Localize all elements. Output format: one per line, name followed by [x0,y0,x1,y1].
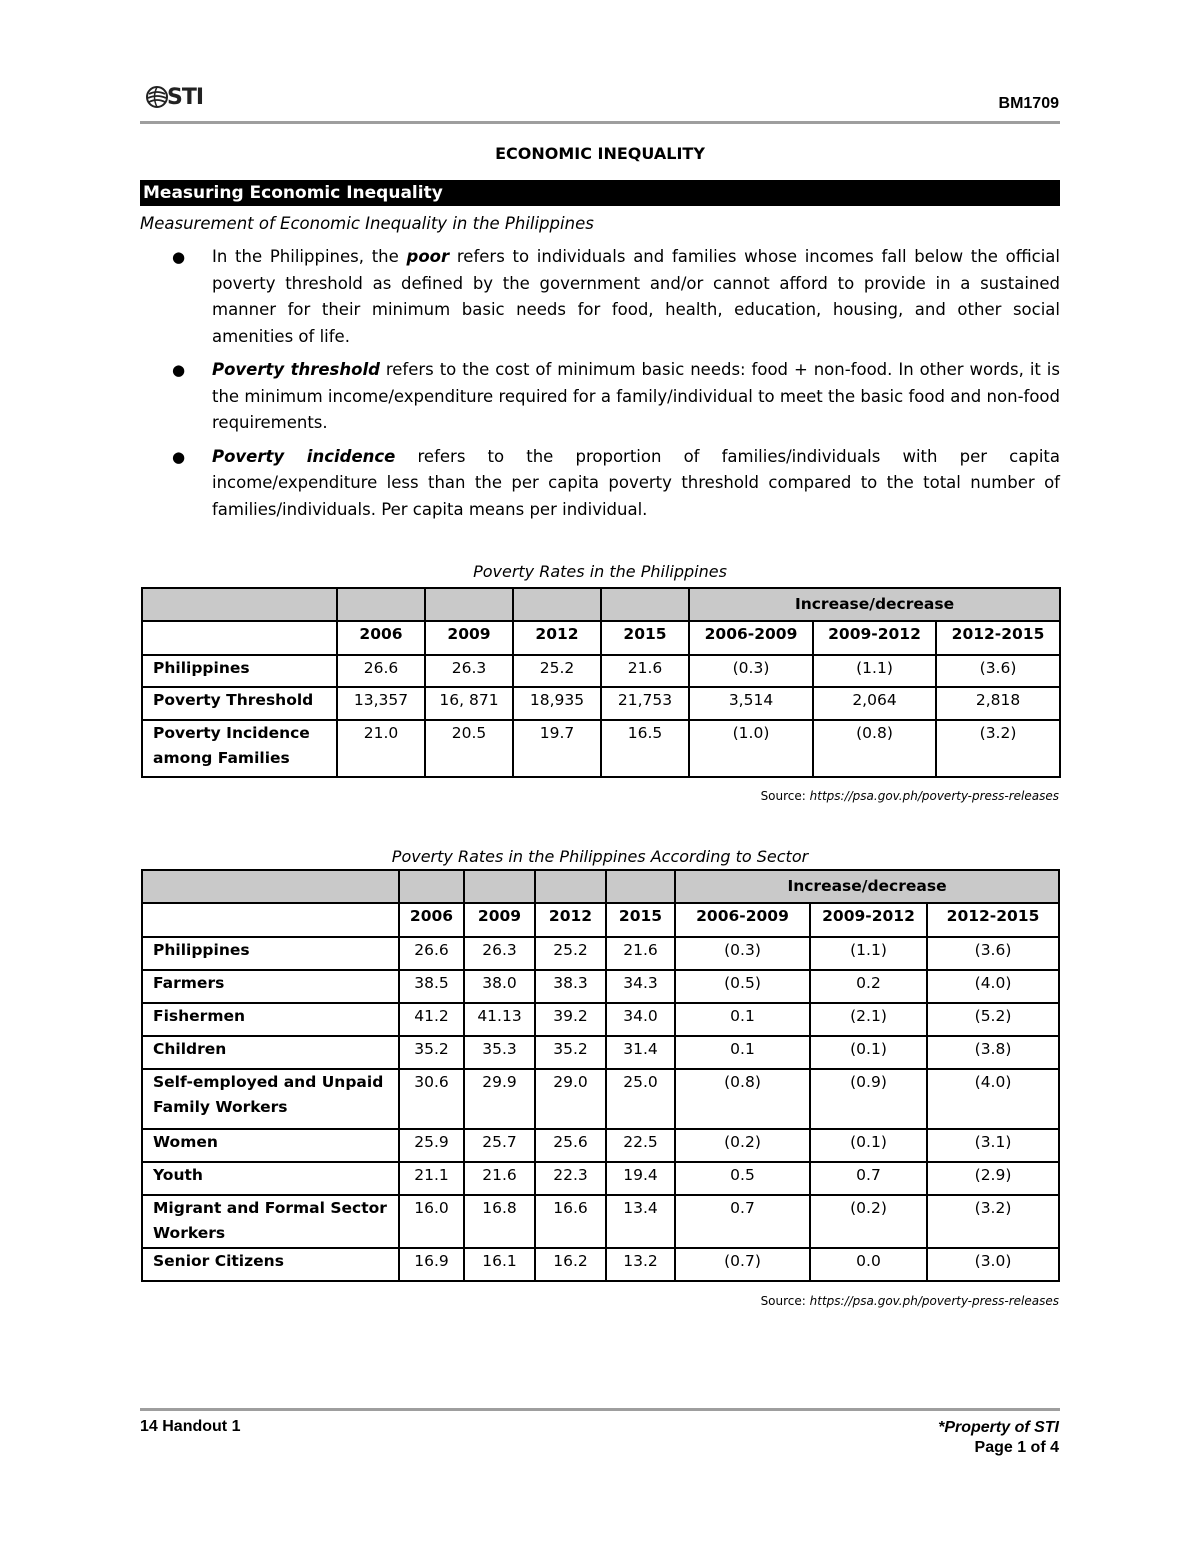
row-label: Children [142,1036,399,1069]
table-cell: 0.1 [675,1003,810,1036]
table-cell: 26.6 [399,937,464,970]
table-cell: 16.6 [535,1195,606,1248]
table-cell: (2.1) [810,1003,927,1036]
table-cell: 2,818 [936,687,1060,720]
table-row [142,1003,1059,1036]
table-cell: 21.0 [337,720,425,777]
row-label: Self-employed and Unpaid Family Workers [142,1069,399,1129]
table-cell: 13.2 [606,1248,675,1281]
table-cell: (1.1) [810,937,927,970]
logo-text: STI [167,84,204,110]
table-cell: (3.6) [927,937,1059,970]
table-cell: 38.5 [399,970,464,1003]
table-row [142,687,1060,720]
document-code: BM1709 [998,95,1059,112]
definition-list [170,244,1060,530]
table-cell: 2,064 [813,687,936,720]
table-row [142,970,1059,1003]
year-header: 2015 [601,621,689,655]
year-header: 2006-2009 [689,621,813,655]
year-header: 2015 [606,903,675,937]
table-row [142,1069,1059,1129]
table-year-row [142,903,1059,937]
table-header-row [142,870,1059,903]
poverty-rates-table [141,587,1061,778]
footer-divider [140,1408,1060,1411]
table-cell: (4.0) [927,1069,1059,1129]
table-cell: 34.3 [606,970,675,1003]
table-cell: 25.2 [535,937,606,970]
bullet-term: Poverty incidence [212,446,396,466]
table-cell: 3,514 [689,687,813,720]
row-label: Philippines [142,937,399,970]
table-cell: 16.0 [399,1195,464,1248]
bullet-term: poor [406,247,450,266]
table-cell: (0.8) [675,1069,810,1129]
year-header: 2009-2012 [810,903,927,937]
year-header: 2012 [513,621,601,655]
table-row [142,937,1059,970]
table2-source: Source: https://psa.gov.ph/poverty-press-releases [760,1294,1059,1308]
table-cell: (4.0) [927,970,1059,1003]
year-header: 2006 [337,621,425,655]
table-cell: 29.0 [535,1069,606,1129]
year-header: 2012 [535,903,606,937]
bullet-icon: ● [172,248,186,266]
sti-logo [145,83,207,111]
row-label: Migrant and Formal Sector Workers [142,1195,399,1248]
sector-poverty-table [141,869,1060,1282]
table-cell: 16.5 [601,720,689,777]
list-item [170,444,1060,524]
table-cell: 35.2 [399,1036,464,1069]
table-cell: 16.1 [464,1248,535,1281]
bullet-text: refers to the proportion of families/individuals with per capita income/expenditure less than the per capita poverty threshold compared to the total number of families/individuals. Per capita means per individual. [212,446,1060,519]
table-cell: (0.2) [810,1195,927,1248]
table-cell: 25.2 [513,655,601,687]
table-cell: 30.6 [399,1069,464,1129]
footer-property: *Property of STI [938,1419,1059,1436]
table-cell: 16.9 [399,1248,464,1281]
table-cell: 41.13 [464,1003,535,1036]
row-label: Poverty Incidence among Families [142,720,337,777]
table-cell: 16.8 [464,1195,535,1248]
table-cell: (0.3) [675,937,810,970]
header-divider [140,121,1060,124]
table-cell: 21.6 [601,655,689,687]
table-cell: 38.0 [464,970,535,1003]
table-cell: 26.6 [337,655,425,687]
bullet-icon: ● [172,361,186,379]
table-cell: (5.2) [927,1003,1059,1036]
table-cell: 0.7 [675,1195,810,1248]
footer-right [938,1418,1059,1458]
table-row [142,1195,1059,1248]
table-cell: 21.6 [606,937,675,970]
year-header: 2006 [399,903,464,937]
year-header: 2006-2009 [675,903,810,937]
table-cell: 0.5 [675,1162,810,1195]
table-cell: 29.9 [464,1069,535,1129]
table-cell: 19.7 [513,720,601,777]
table1-caption: Poverty Rates in the Philippines [473,562,727,581]
list-item [170,244,1060,350]
table-cell: (3.0) [927,1248,1059,1281]
table-row [142,1248,1059,1281]
table-cell: 19.4 [606,1162,675,1195]
list-item [170,357,1060,437]
table-cell: 25.7 [464,1129,535,1162]
table-row [142,1036,1059,1069]
globe-icon [145,85,169,109]
table-cell: (2.9) [927,1162,1059,1195]
section-heading: Measuring Economic Inequality [140,180,1060,206]
row-label: Women [142,1129,399,1162]
table-row [142,1162,1059,1195]
table-cell: 31.4 [606,1036,675,1069]
footer-page-number: Page 1 of 4 [974,1439,1059,1456]
table-cell: (0.1) [810,1036,927,1069]
table-cell: 0.1 [675,1036,810,1069]
table2-caption: Poverty Rates in the Philippines According to Sector [391,847,809,866]
table-row [142,1129,1059,1162]
year-header: 2012-2015 [936,621,1060,655]
year-header: 2012-2015 [927,903,1059,937]
row-label: Farmers [142,970,399,1003]
table-cell: 34.0 [606,1003,675,1036]
year-header: 2009 [464,903,535,937]
table-cell: 20.5 [425,720,513,777]
year-header: 2009-2012 [813,621,936,655]
table-row [142,720,1060,777]
page-title: ECONOMIC INEQUALITY [495,144,705,163]
table-cell: (0.2) [675,1129,810,1162]
table-cell: 35.2 [535,1036,606,1069]
table-cell: 22.5 [606,1129,675,1162]
table-cell: 21.1 [399,1162,464,1195]
table-cell: 25.9 [399,1129,464,1162]
table-cell: 38.3 [535,970,606,1003]
table-cell: (3.2) [927,1195,1059,1248]
bullet-icon: ● [172,447,186,466]
table-cell: 41.2 [399,1003,464,1036]
table-cell: (0.8) [813,720,936,777]
row-label: Philippines [142,655,337,687]
bullet-term: Poverty threshold [212,360,380,379]
bullet-text: refers to the cost of minimum basic needs: food + non-food. In other words, it is the minimum income/expenditure required for a family/individual to meet the basic food and non-food requirements. [212,360,1060,432]
table-cell: (3.8) [927,1036,1059,1069]
row-label: Fishermen [142,1003,399,1036]
table-cell: 26.3 [464,937,535,970]
table-cell: 16.2 [535,1248,606,1281]
table-cell: (3.2) [936,720,1060,777]
table-cell: 21,753 [601,687,689,720]
bullet-text: In the Philippines, the [212,247,407,266]
table-cell: 16, 871 [425,687,513,720]
table-cell: 13,357 [337,687,425,720]
table-cell: 25.6 [535,1129,606,1162]
table-cell: 35.3 [464,1036,535,1069]
table-year-row [142,621,1060,655]
table-cell: (0.9) [810,1069,927,1129]
table-cell: 0.0 [810,1248,927,1281]
table-cell: (3.1) [927,1129,1059,1162]
row-label: Senior Citizens [142,1248,399,1281]
row-label: Poverty Threshold [142,687,337,720]
table-cell: 0.7 [810,1162,927,1195]
table-row [142,655,1060,687]
table-cell: 13.4 [606,1195,675,1248]
table-header-row [142,588,1060,621]
increase-decrease-header: Increase/decrease [675,870,1059,903]
table-cell: (0.3) [689,655,813,687]
table-cell: (3.6) [936,655,1060,687]
year-header: 2009 [425,621,513,655]
table-cell: 21.6 [464,1162,535,1195]
table-cell: (0.5) [675,970,810,1003]
footer-handout: 14 Handout 1 [140,1418,241,1435]
table-cell: (1.1) [813,655,936,687]
table-cell: 22.3 [535,1162,606,1195]
subheading: Measurement of Economic Inequality in the Philippines [140,214,594,233]
table1-source: Source: https://psa.gov.ph/poverty-press-releases [760,789,1059,803]
table-cell: (1.0) [689,720,813,777]
table-cell: 18,935 [513,687,601,720]
table-cell: 39.2 [535,1003,606,1036]
increase-decrease-header: Increase/decrease [689,588,1060,621]
table-cell: 25.0 [606,1069,675,1129]
row-label: Youth [142,1162,399,1195]
table-cell: 0.2 [810,970,927,1003]
table-cell: (0.7) [675,1248,810,1281]
table-cell: (0.1) [810,1129,927,1162]
table-cell: 26.3 [425,655,513,687]
bullet-text: refers to individuals and families whose incomes fall below the official poverty threshold as defined by the government and/or cannot afford to provide in a sustained manner for their minimum basic needs for food, health, education, housing, and other social amenities of life. [212,247,1060,346]
